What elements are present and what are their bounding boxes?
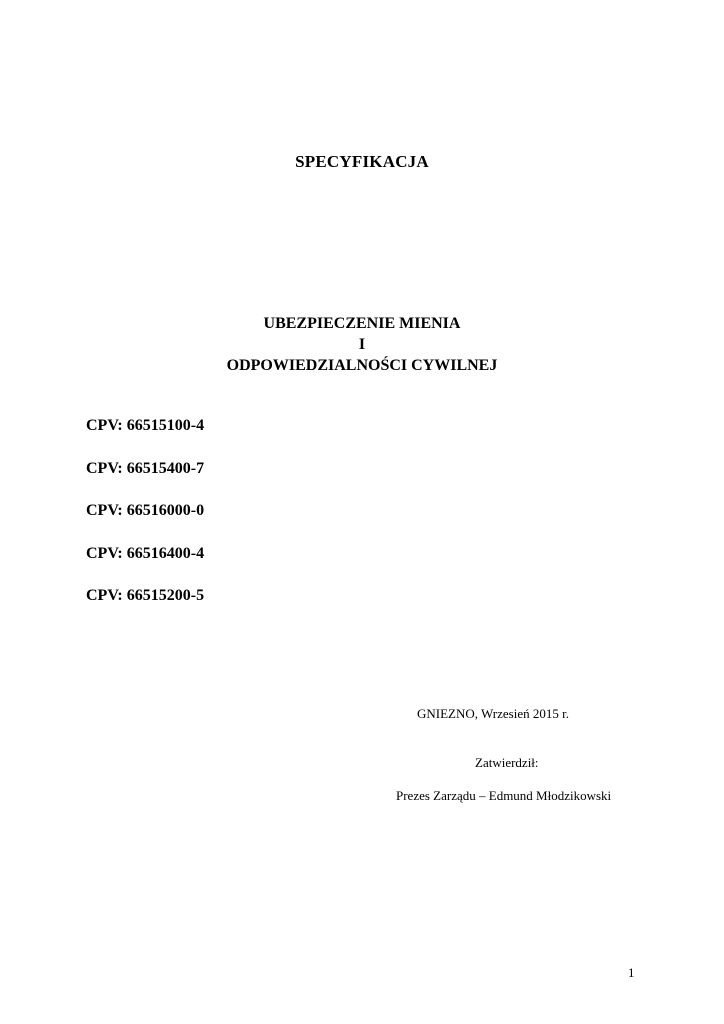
subject-line: I [358,336,366,353]
document-title: SPECYFIKACJA [295,152,429,171]
subject-line: ODPOWIEDZIALNOŚCI CYWILNEJ [226,357,498,374]
approved-label: Zatwierdził: [475,755,539,770]
page-number: 1 [628,965,635,980]
cpv-code: CPV: 66515400-7 [86,459,205,477]
cpv-code: CPV: 66516400-4 [86,544,205,562]
cpv-code: CPV: 66515100-4 [86,417,205,434]
cpv-code: CPV: 66516000-0 [86,502,205,519]
cpv-code-list [86,415,204,628]
document-subject [0,313,724,376]
place-and-date: GNIEZNO, Wrzesień 2015 r. [417,706,569,721]
subject-line: UBEZPIECZENIE MIENIA [263,315,461,332]
cpv-code: CPV: 66515200-5 [86,587,205,604]
signer-name: Prezes Zarządu – Edmund Młodzikowski [396,788,612,803]
